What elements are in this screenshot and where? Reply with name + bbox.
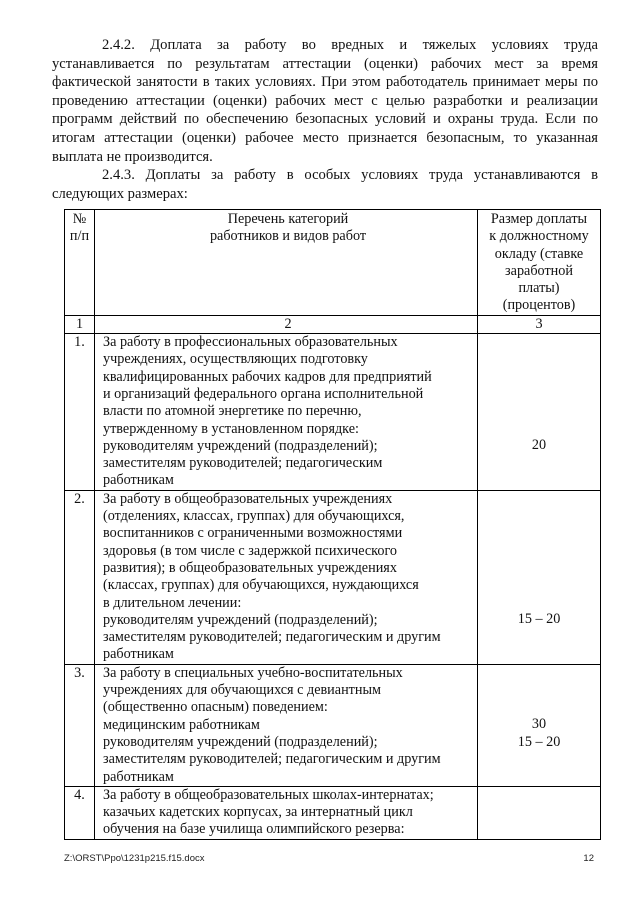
- row-description: За работу в общеобразовательных учреждениях (отделениях, классах, группах) для обучающихся, воспитанников с ограниченными возможностями здоровья (в том числе с задержкой психического развития); в общеобразовательных учреждениях (классах, группах) для обучающихся, нуждающихся в длительном лечении: руководителям учреждений (подразделений); заместителям руководителей; педагогическим и другим работникам: [95, 490, 478, 664]
- table-row: [65, 490, 601, 664]
- header-number: № п/п: [65, 210, 95, 316]
- row-number: 4.: [65, 786, 95, 839]
- row-number: 2.: [65, 490, 95, 664]
- row-number: 1.: [65, 334, 95, 491]
- row-amount: 15 – 20: [478, 490, 601, 664]
- page-number: 12: [583, 853, 594, 864]
- column-number: 2: [95, 315, 478, 333]
- column-number: 3: [478, 315, 601, 333]
- header-amount: Размер доплаты к должностному окладу (ставке заработной платы) (процентов): [478, 210, 601, 316]
- column-number: 1: [65, 315, 95, 333]
- row-amount: [478, 786, 601, 839]
- header-categories: Перечень категорий работников и видов работ: [95, 210, 478, 316]
- table-row: [65, 664, 601, 786]
- table-header-row: [65, 210, 601, 316]
- paragraph-2-4-2: 2.4.2. Доплата за работу во вредных и тяжелых условиях труда устанавливается по результатам аттестации (оценки) рабочих мест за время фактической занятости в таких условиях. При этом работодатель принимает меры по проведению аттестации (оценки) рабочих мест с целью разработки и реализации программ действий по обеспечению безопасных условий и охраны труда. Если по итогам аттестации (оценки) рабочее место признается безопасным, то указанная выплата не производится.: [52, 37, 598, 165]
- row-number: 3.: [65, 664, 95, 786]
- table-row: [65, 786, 601, 839]
- row-description: За работу в специальных учебно-воспитательных учреждениях для обучающихся с девиантным (общественно опасным) поведением: медицинским работникам руководителям учреждений (подразделений); заместителям руководителей; педагогическим и другим работникам: [95, 664, 478, 786]
- paragraph-2-4-3: 2.4.3. Доплаты за работу в особых условиях труда устанавливаются в следующих размерах:: [52, 167, 598, 202]
- table-row: [65, 334, 601, 491]
- row-description: За работу в профессиональных образовательных учреждениях, осуществляющих подготовку квалифицированных рабочих кадров для предприятий и организаций федерального органа исполнительной власти по атомной энергетике по перечню, утвержденному в установленном порядке: руководителям учреждений (подразделений); заместителям руководителей; педагогическим работникам: [95, 334, 478, 491]
- row-amount: 20: [478, 334, 601, 491]
- row-description: За работу в общеобразовательных школах-интернатах; казачьих кадетских корпусах, за интернатный цикл обучения на базе училища олимпийского резерва:: [95, 786, 478, 839]
- row-amount: 30 15 – 20: [478, 664, 601, 786]
- body-text: [52, 36, 598, 203]
- column-numbering-row: [65, 315, 601, 333]
- allowance-table: [64, 209, 601, 840]
- file-path: Z:\ORST\Ppo\1231p215.f15.docx: [64, 853, 205, 864]
